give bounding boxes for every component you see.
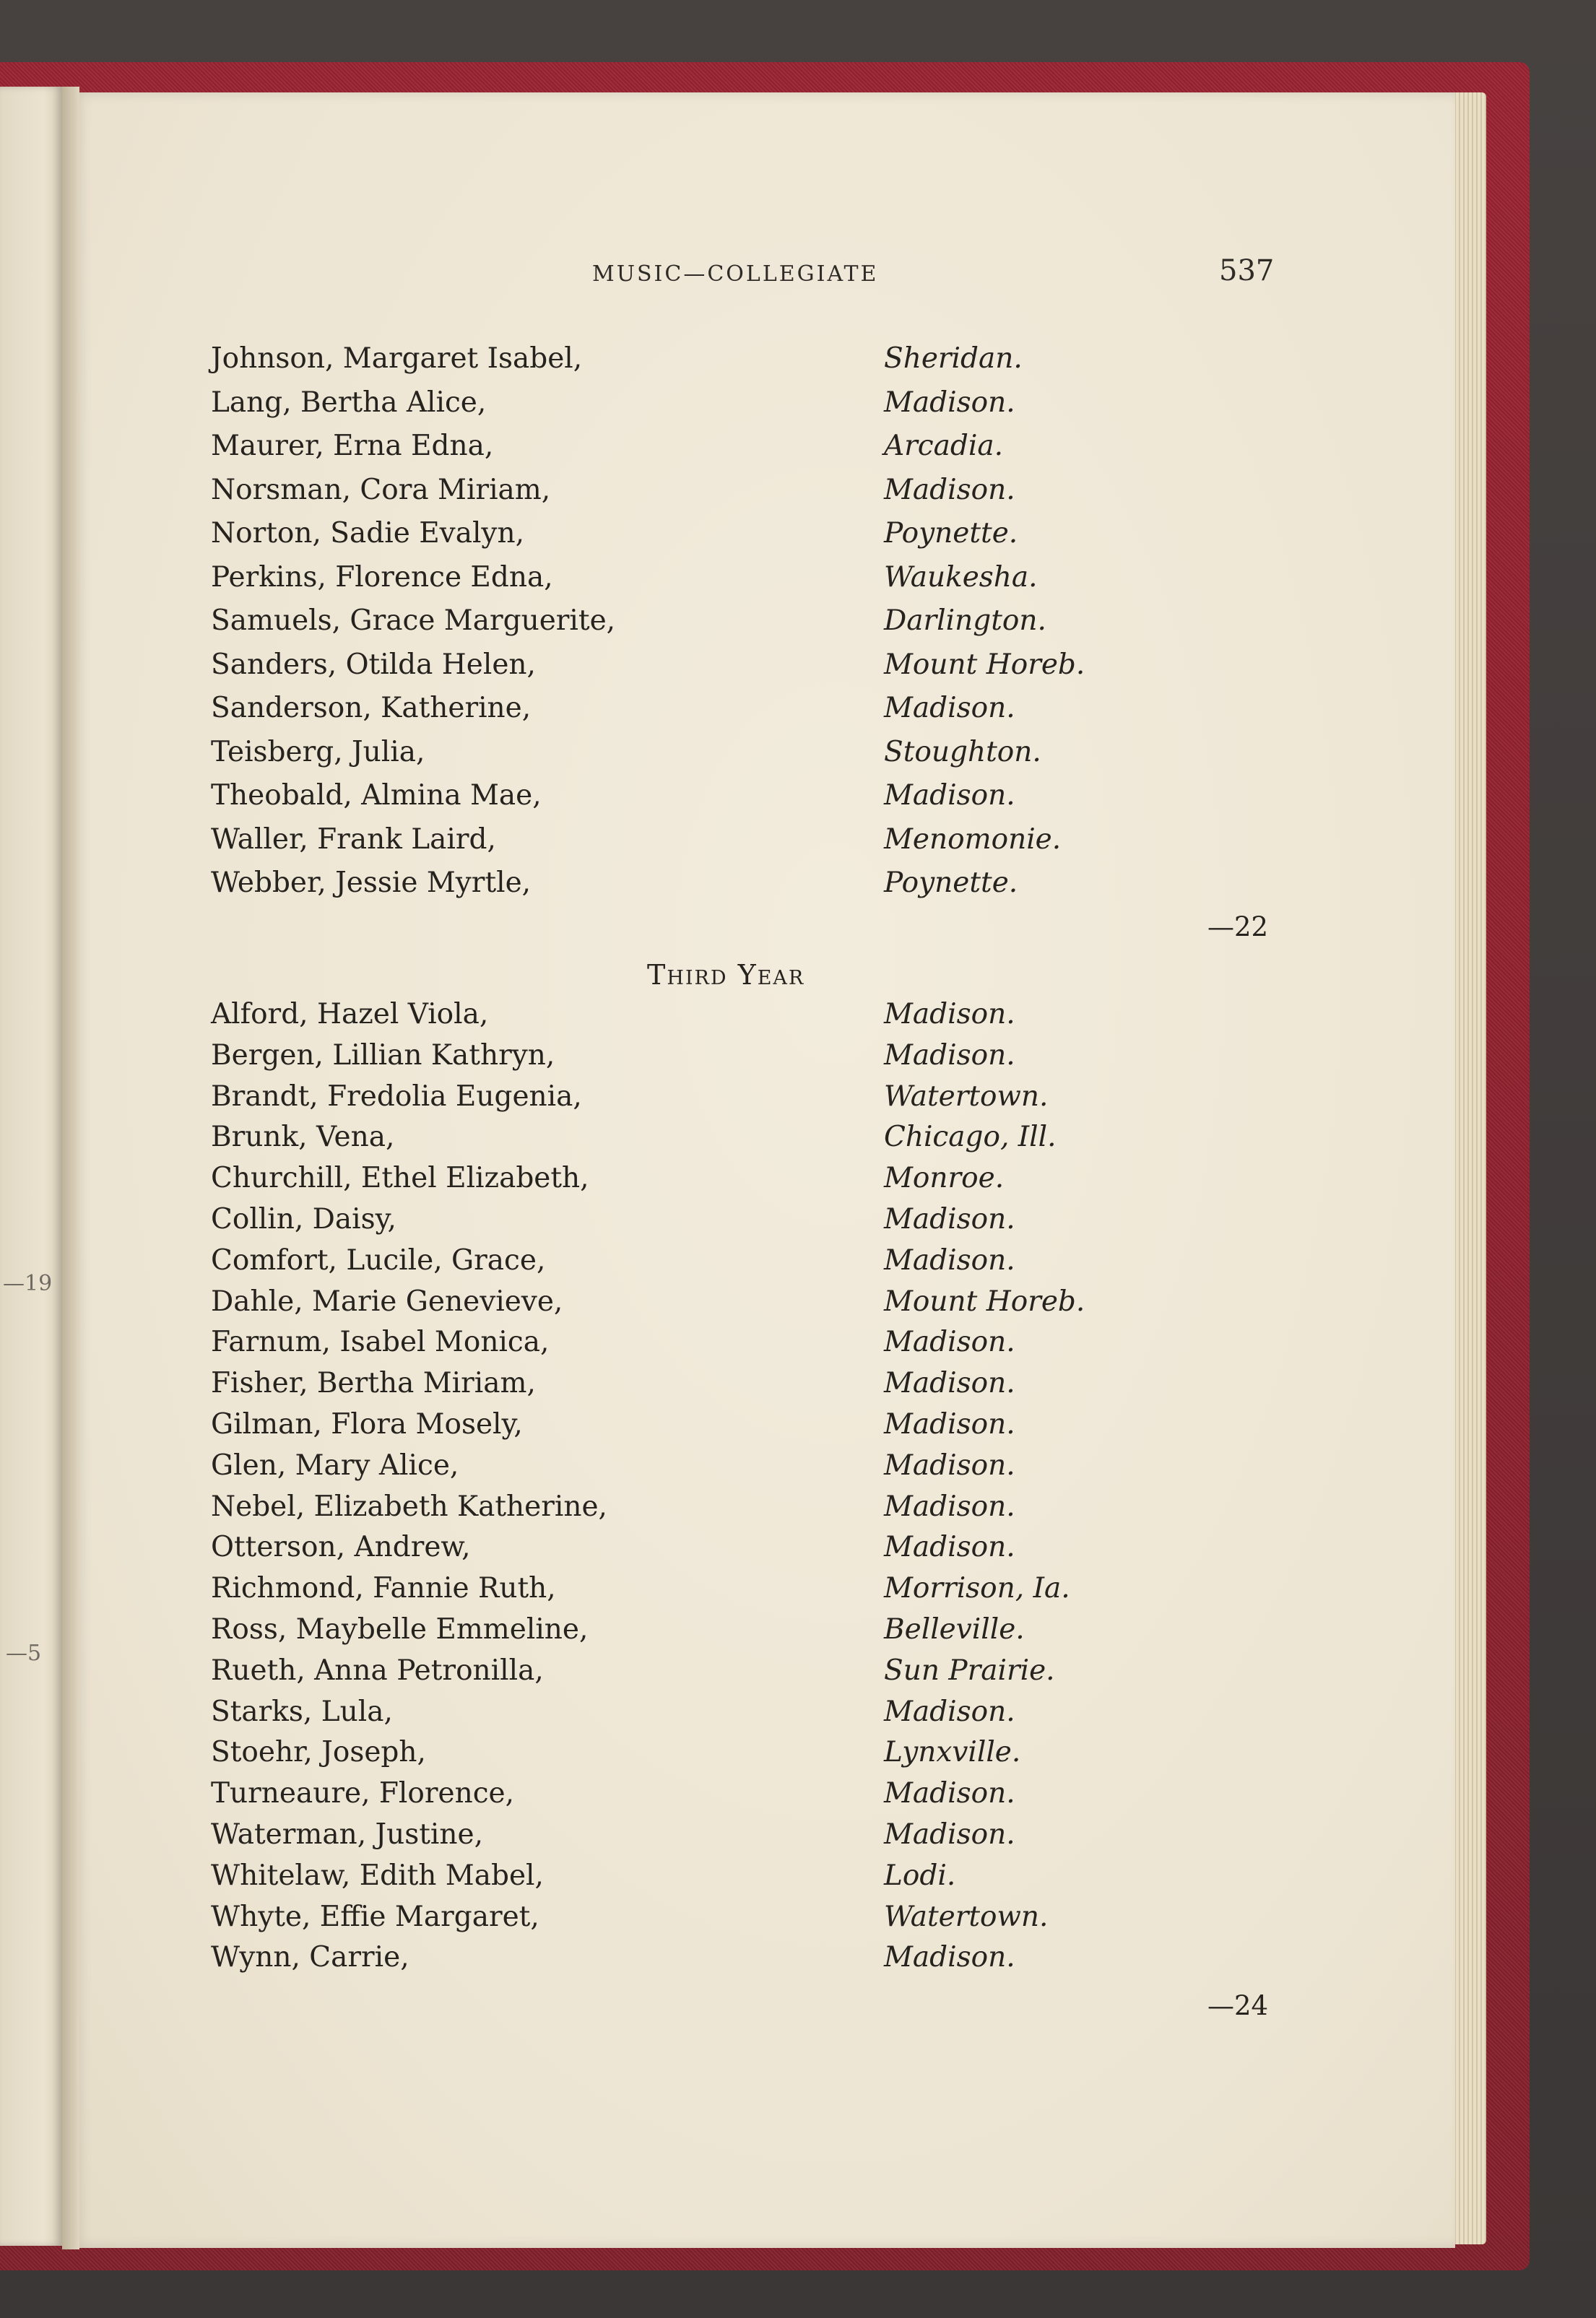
list-item: [0, 386, 1383, 427]
section-heading: Third Year: [647, 959, 805, 991]
student-name: Richmond, Fannie Ruth,: [211, 1572, 556, 1605]
list-item: [0, 1941, 1383, 1981]
hometown: Watertown.: [884, 1080, 1049, 1113]
hometown: Madison.: [884, 473, 1015, 506]
hometown: Madison.: [884, 1203, 1015, 1236]
margin-note: —5: [6, 1641, 42, 1666]
hometown: Darlington.: [884, 604, 1046, 637]
student-name: Theobald, Almina Mae,: [211, 779, 542, 812]
list-item: [0, 823, 1383, 864]
hometown: Madison.: [884, 1038, 1015, 1072]
list-item: [0, 517, 1383, 557]
hometown: Madison.: [884, 1695, 1015, 1728]
student-name: Perkins, Florence Edna,: [211, 560, 553, 594]
list-item: [0, 1449, 1383, 1490]
hometown: Madison.: [884, 1490, 1015, 1523]
student-name: Nebel, Elizabeth Katherine,: [211, 1490, 607, 1523]
list-item: [0, 736, 1383, 776]
student-name: Bergen, Lillian Kathryn,: [211, 1038, 555, 1072]
hometown: Monroe.: [884, 1162, 1005, 1195]
hometown: Mount Horeb.: [884, 1285, 1085, 1318]
student-name: Norsman, Cora Miriam,: [211, 473, 551, 506]
student-name: Alford, Hazel Viola,: [211, 998, 489, 1030]
list-item: [0, 867, 1383, 907]
hometown: Madison.: [884, 1367, 1015, 1400]
hometown: Stoughton.: [884, 735, 1041, 768]
list-item: [0, 779, 1383, 820]
hometown: Watertown.: [884, 1900, 1049, 1933]
student-name: Sanderson, Katherine,: [211, 692, 532, 724]
student-name: Dahle, Marie Genevieve,: [211, 1285, 563, 1318]
list-item: [0, 1818, 1383, 1859]
hometown: Madison.: [884, 779, 1015, 812]
page-number: 537: [1219, 254, 1275, 287]
student-name: Teisberg, Julia,: [211, 735, 425, 768]
group-total: —24: [1207, 1990, 1269, 2021]
hometown: Sheridan.: [884, 342, 1023, 375]
hometown: Poynette.: [884, 517, 1018, 550]
hometown: Morrison, Ia.: [884, 1572, 1070, 1605]
student-name: Samuels, Grace Marguerite,: [211, 604, 616, 637]
list-item: [0, 1203, 1383, 1243]
list-item: [0, 1039, 1383, 1080]
student-name: Lang, Bertha Alice,: [211, 386, 487, 419]
list-item: [0, 1613, 1383, 1654]
hometown: Madison.: [884, 692, 1015, 724]
list-item: [0, 1080, 1383, 1121]
list-item: [0, 692, 1383, 732]
student-name: Brandt, Fredolia Eugenia,: [211, 1080, 582, 1113]
list-item: [0, 1859, 1383, 1900]
hometown: Chicago, Ill.: [884, 1121, 1057, 1154]
student-name: Fisher, Bertha Miriam,: [211, 1367, 536, 1400]
list-item: [0, 1490, 1383, 1531]
student-name: Whitelaw, Edith Mabel,: [211, 1859, 544, 1892]
student-name: Norton, Sadie Evalyn,: [211, 517, 524, 550]
hometown: Madison.: [884, 1243, 1015, 1277]
student-name: Gilman, Flora Mosely,: [211, 1408, 523, 1441]
hometown: Madison.: [884, 1941, 1015, 1974]
student-name: Comfort, Lucile, Grace,: [211, 1243, 546, 1277]
student-name: Waterman, Justine,: [211, 1818, 483, 1851]
hometown: Madison.: [884, 1326, 1015, 1359]
group-total: —22: [1207, 911, 1269, 942]
hometown: Madison.: [884, 1777, 1015, 1810]
hometown: Lodi.: [884, 1859, 956, 1892]
student-name: Webber, Jessie Myrtle,: [211, 867, 532, 899]
list-item: [0, 648, 1383, 689]
student-name: Otterson, Andrew,: [211, 1531, 471, 1564]
list-item: [0, 1901, 1383, 1941]
list-item: [0, 1654, 1383, 1695]
student-name: Johnson, Margaret Isabel,: [211, 342, 583, 375]
student-name: Stoehr, Joseph,: [211, 1736, 426, 1769]
student-name: Starks, Lula,: [211, 1695, 393, 1728]
list-item: [0, 430, 1383, 470]
list-item: [0, 1244, 1383, 1285]
list-item: [0, 561, 1383, 602]
student-name: Churchill, Ethel Elizabeth,: [211, 1162, 589, 1195]
student-name: Glen, Mary Alice,: [211, 1449, 459, 1482]
hometown: Arcadia.: [884, 430, 1003, 462]
hometown: Sun Prairie.: [884, 1654, 1055, 1687]
student-name: Turneaure, Florence,: [211, 1777, 515, 1810]
student-name: Brunk, Vena,: [211, 1121, 395, 1154]
hometown: Lynxville.: [884, 1736, 1021, 1769]
hometown: Madison.: [884, 1531, 1015, 1564]
student-name: Wynn, Carrie,: [211, 1941, 409, 1974]
hometown: Menomonie.: [884, 822, 1062, 856]
list-item: [0, 1531, 1383, 1571]
list-item: [0, 1121, 1383, 1161]
margin-note: —19: [3, 1271, 53, 1296]
hometown: Madison.: [884, 1818, 1015, 1851]
hometown: Waukesha.: [884, 560, 1038, 594]
list-item: [0, 474, 1383, 514]
hometown: Poynette.: [884, 867, 1018, 899]
student-name: Whyte, Effie Margaret,: [211, 1900, 539, 1933]
student-name: Waller, Frank Laird,: [211, 822, 496, 856]
student-name: Farnum, Isabel Monica,: [211, 1326, 550, 1359]
list-item: [0, 998, 1383, 1038]
page-edges: [1452, 92, 1486, 2244]
list-item: [0, 1572, 1383, 1612]
list-item: [0, 1285, 1383, 1326]
student-name: Collin, Daisy,: [211, 1203, 396, 1236]
student-name: Sanders, Otilda Helen,: [211, 648, 536, 681]
list-item: [0, 1367, 1383, 1407]
hometown: Belleville.: [884, 1613, 1025, 1646]
list-item: [0, 1326, 1383, 1366]
hometown: Madison.: [884, 386, 1015, 419]
student-name: Maurer, Erna Edna,: [211, 430, 494, 462]
list-item: [0, 1696, 1383, 1736]
list-item: [0, 1162, 1383, 1202]
list-item: [0, 1736, 1383, 1776]
list-item: [0, 604, 1383, 645]
hometown: Mount Horeb.: [884, 648, 1085, 681]
running-head: MUSIC—COLLEGIATE: [592, 261, 879, 287]
hometown: Madison.: [884, 1449, 1015, 1482]
hometown: Madison.: [884, 1408, 1015, 1441]
list-item: [0, 1777, 1383, 1818]
list-item: [0, 342, 1383, 383]
student-name: Ross, Maybelle Emmeline,: [211, 1613, 589, 1646]
student-name: Rueth, Anna Petronilla,: [211, 1654, 544, 1687]
hometown: Madison.: [884, 998, 1015, 1030]
list-item: [0, 1408, 1383, 1449]
